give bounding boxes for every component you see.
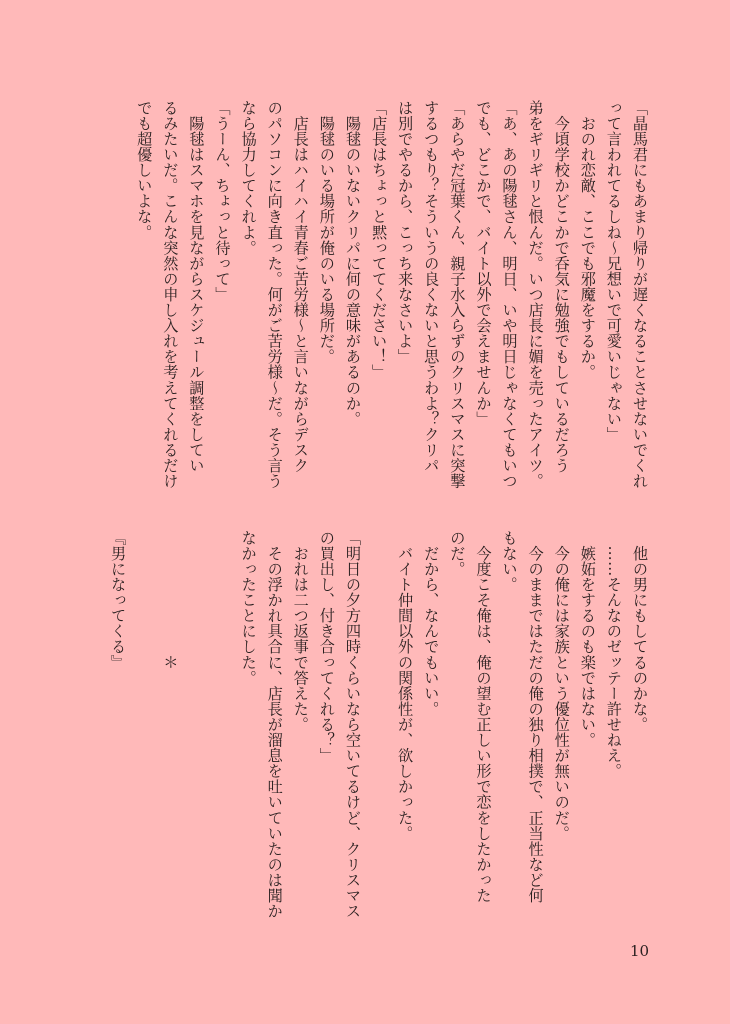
text-line: 陽毬のいないクリパに何の意味があるのか。 xyxy=(343,100,362,427)
text-line: 今のままではただの俺の独り相撲で、正当性など何 xyxy=(526,530,545,904)
text-line: バイト仲間以外の関係性が、欲しかった。 xyxy=(396,530,415,841)
text-line: おのれ恋敵、ここでも邪魔をするか。 xyxy=(578,100,597,380)
text-line: 弟をギリギリと恨んだ。いつ店長に媚を売ったアイツ。 xyxy=(526,100,545,489)
text-line: 嫉妬をするのも楽ではない。 xyxy=(578,530,597,748)
text-line: 今度こそ俺は、俺の望む正しい形で恋をしたかった xyxy=(474,530,493,904)
text-line: 「うーん、ちょっと待って」 xyxy=(213,100,232,303)
text-line: ……そんなのゼッテー許せねえ。 xyxy=(604,530,623,779)
text-line: 「明日の夕方四時くらいなら空いてるけど、クリスマス xyxy=(343,530,362,919)
text-line: 陽毬のいる場所が俺のいる場所だ。 xyxy=(317,100,336,365)
text-line: って言われてるしね～兄想いで可愛いじゃない」 xyxy=(604,100,623,443)
text-line: おれは二つ返事で答えた。 xyxy=(291,530,310,733)
lower-text-column xyxy=(105,530,653,930)
text-line: のだ。 xyxy=(448,530,467,577)
text-line: 「あらやだ冠葉くん、親子水入らずのクリスマスに突撃 xyxy=(448,100,467,489)
upper-text-column xyxy=(131,100,653,500)
text-line: 他の男にもしてるのかな。 xyxy=(631,530,649,733)
text-line xyxy=(366,530,392,930)
text-line: でも超優しいよな。 xyxy=(135,100,154,240)
text-line: 今頃学校かどこかで呑気に勉強でもしているだろう xyxy=(552,100,571,474)
text-line: 店長はハイハイ青春ご苦労様～と言いながらデスク xyxy=(291,100,310,474)
text-line: の買出し、付き合ってくれる？」 xyxy=(317,530,336,764)
text-line: のパソコンに向き直った。何がご苦労様～だ。そう言う xyxy=(265,100,284,489)
text-line: 「店長はちょっと黙っててください！」 xyxy=(370,100,389,380)
text-line: もない。 xyxy=(500,530,519,593)
text-line: なかったことにした。 xyxy=(239,530,258,686)
text-line: 陽毬はスマホを見ながらスケジュール調整をしてい xyxy=(187,100,206,474)
text-line xyxy=(183,530,209,930)
text-line: だから、なんでもいい。 xyxy=(422,530,441,717)
text-line: 「あ、あの陽毬さん、明日、いや明日じゃなくてもいつ xyxy=(500,100,519,489)
text-line xyxy=(131,530,157,930)
text-line xyxy=(209,530,235,930)
text-line: 今の俺には家族という優位性が無いのだ。 xyxy=(552,530,571,841)
text-line: るみたいだ。こんな突然の申し入れを考えてくれるだけ xyxy=(161,100,180,489)
text-line: ＊ xyxy=(161,530,180,670)
page-number: 10 xyxy=(630,942,650,960)
text-line: 『男になってくる』 xyxy=(109,530,128,670)
text-line: 「晶馬君にもあまり帰りが遅くなることさせないでくれ xyxy=(631,100,649,489)
text-line: するつもり？そういうの良くないと思うわよ？クリパ xyxy=(422,100,441,474)
text-line: なら協力してくれよ。 xyxy=(239,100,258,256)
text-line: は別でやるから、こっち来なさいよ」 xyxy=(396,100,415,365)
text-line: その浮かれ具合に、店長が溜息を吐いていたのは聞か xyxy=(265,530,284,919)
text-line: でも、どこかで、バイト以外で会えませんか」 xyxy=(474,100,493,427)
